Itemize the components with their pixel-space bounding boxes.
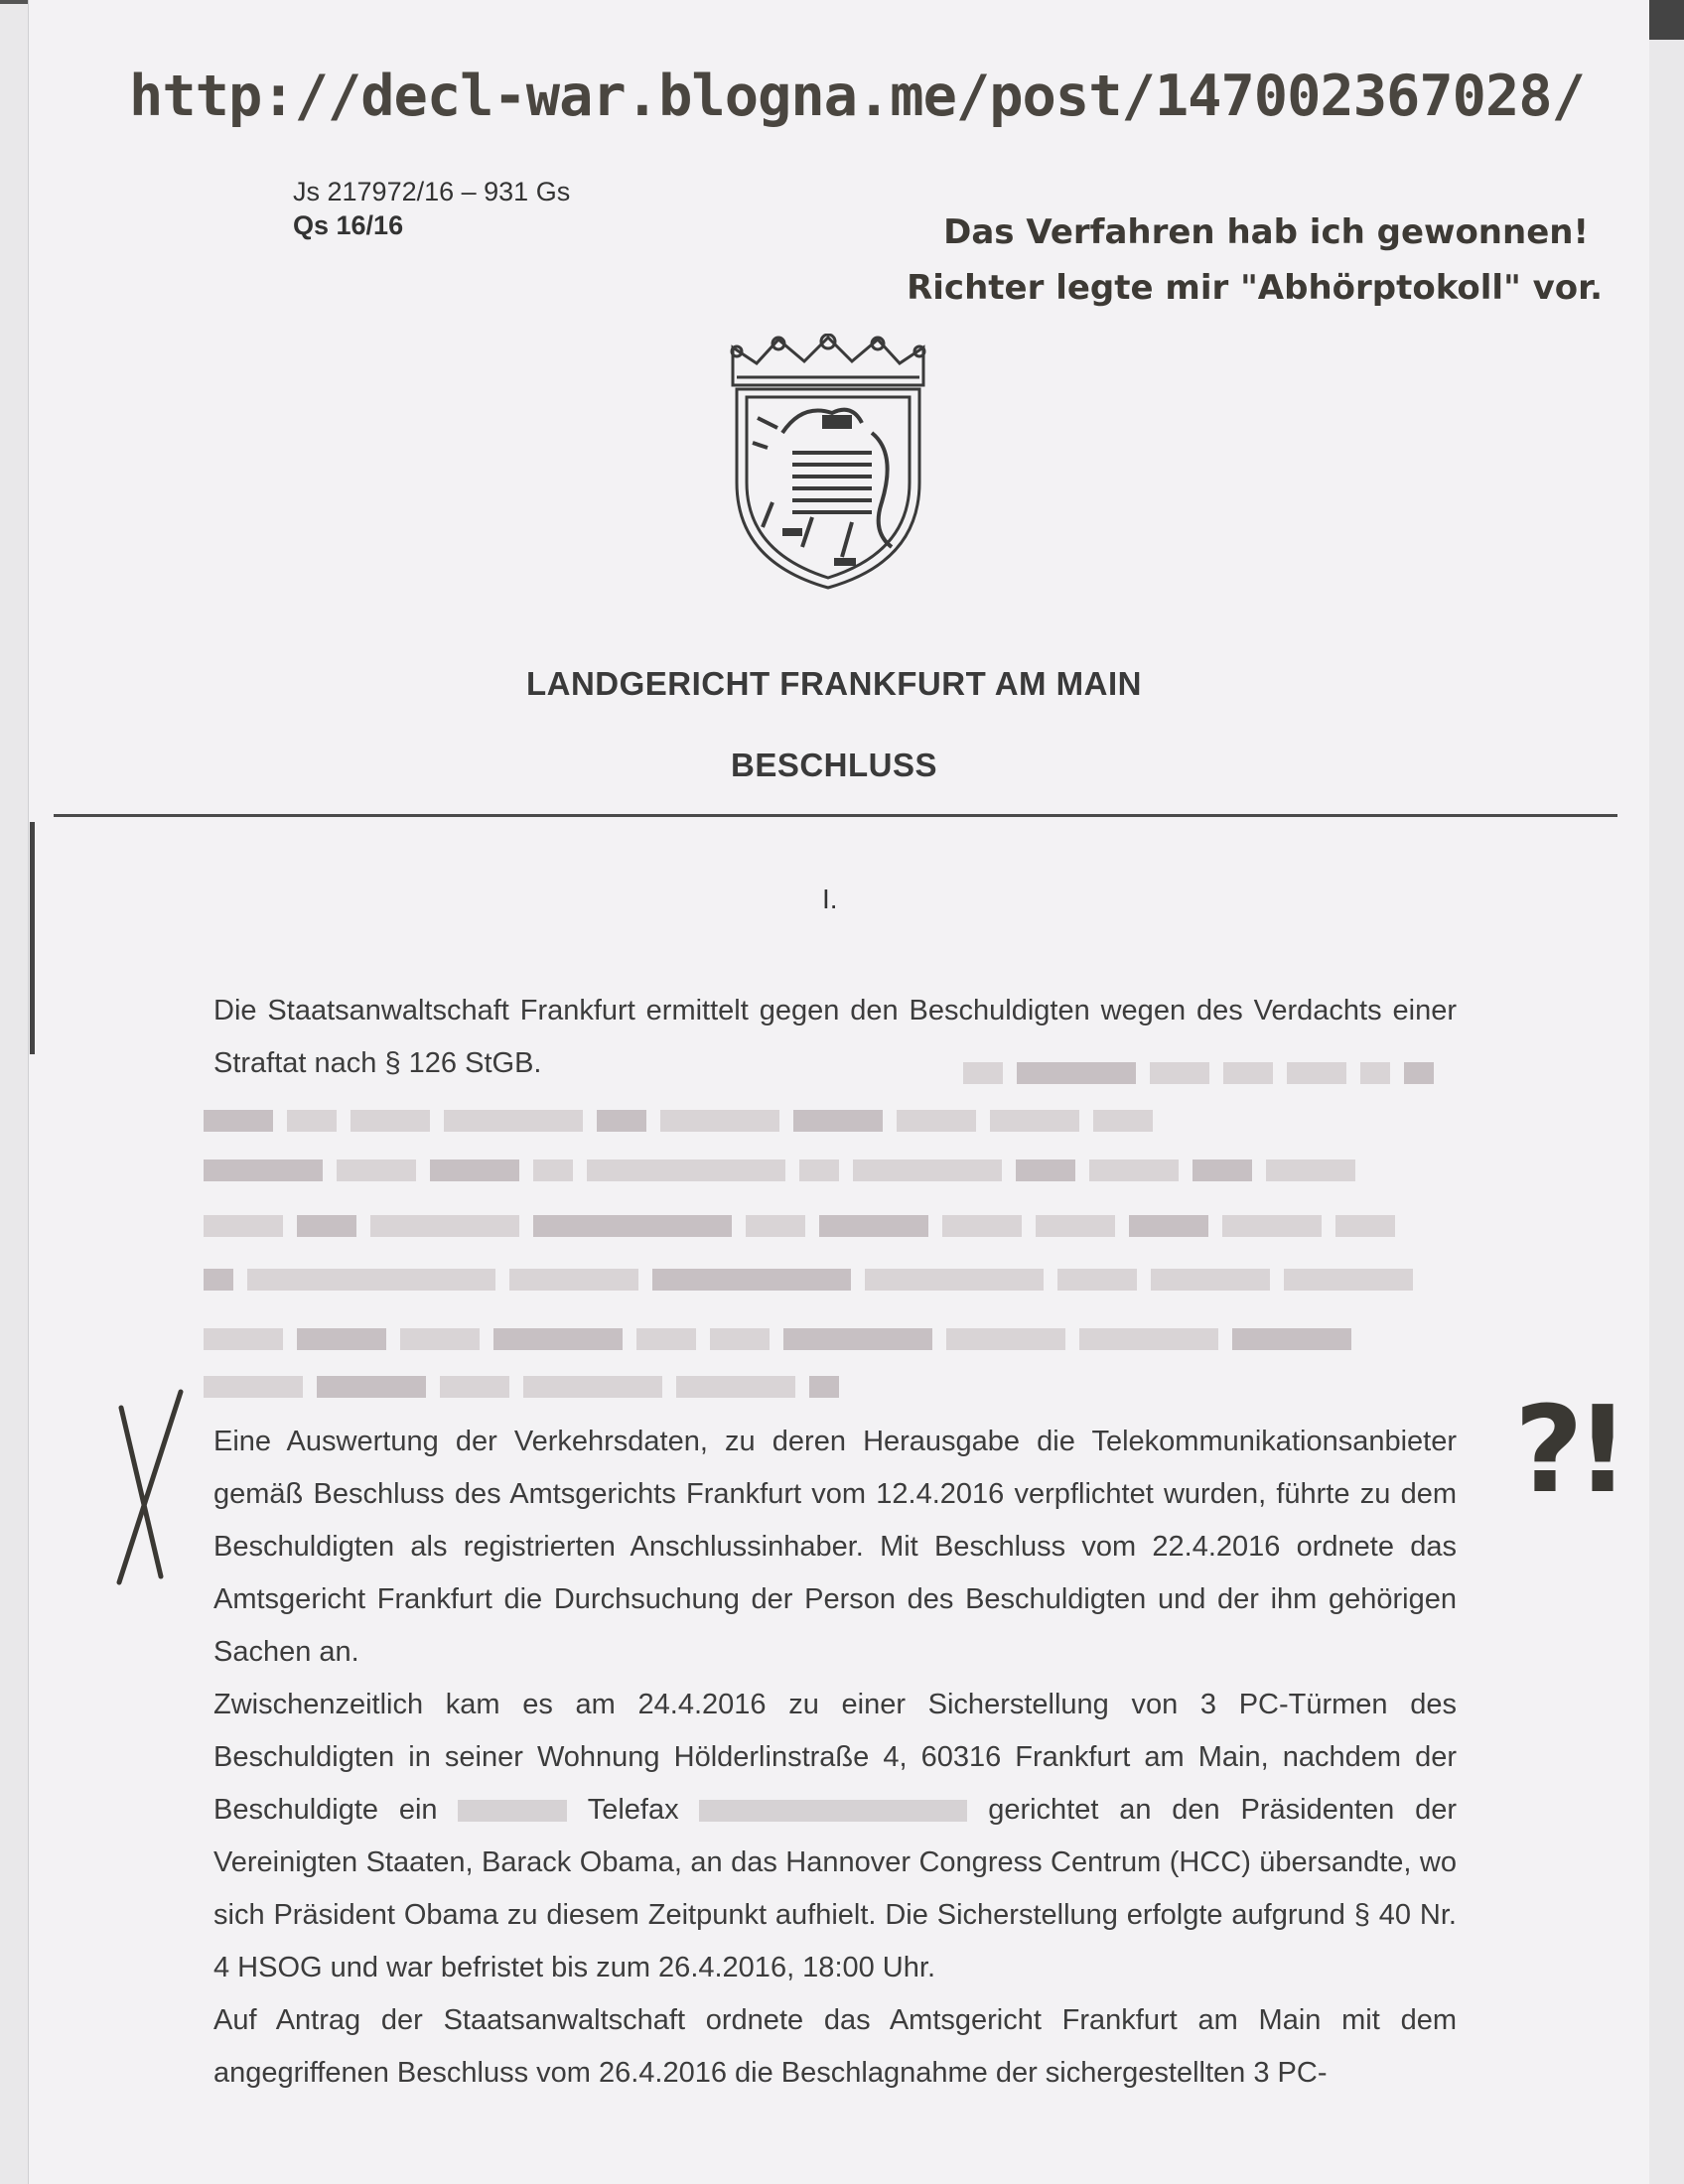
redacted-text-block <box>204 1054 1457 1402</box>
paragraph-3-text-start: Zwischenzeitlich kam es am 24.4.2016 zu einer Sicherstellung von 3 PC-Türmen des Beschuldigten in seiner Wohnung Hölderlinstraße 4, 60316 Frankfurt am Main, nachdem der Beschuldigte ein <box>213 1689 1457 1826</box>
handwritten-margin-mark: ?! <box>1514 1382 1622 1520</box>
margin-bar <box>30 822 35 1054</box>
handwritten-url: http://decl-war.blogna.me/post/147002367028/ <box>129 64 1585 129</box>
hesse-coat-of-arms-icon <box>723 334 933 592</box>
paragraph-2 <box>213 1416 1457 2100</box>
paragraph-4-text: Auf Antrag der Staatsanwaltschaft ordnete das Amtsgericht Frankfurt am Main mit dem angegriffenen Beschluss vom 26.4.2016 die Beschlagnahme der sichergestellten 3 PC- <box>213 2004 1457 2089</box>
file-reference: Js 217972/16 – 931 Gs <box>293 177 571 206</box>
scan-corner-shadow <box>1648 0 1684 40</box>
redacted-fax-details <box>699 1800 967 1822</box>
paragraph-3-text-end: gerichtet an den Präsidenten der Vereinigten Staaten, Barack Obama, an das Hannover Congress Centrum (HCC) übersandte, wo sich Präsident Obama zu diesem Zeitpunkt aufhielt. Die Sicherstellung erfolgte aufgrund § 40 Nr. 4 HSOG und war befristet bis zum 26.4.2016, 18:00 Uhr. <box>213 1794 1457 1983</box>
annotation-note-1: Das Verfahren hab ich gewonnen! <box>943 212 1589 252</box>
case-reference: Qs 16/16 <box>293 210 404 240</box>
paragraph-1: Die Staatsanwaltschaft Frankfurt ermittelt gegen den Beschuldigten wegen des Verdachts einer Straftat nach § 126 StGB. <box>213 995 1457 1079</box>
court-name: LANDGERICHT FRANKFURT AM MAIN <box>525 665 1143 702</box>
paragraph-2-text: Eine Auswertung der Verkehrsdaten, zu deren Herausgabe die Telekommunikationsanbieter gemäß Beschluss des Amtsgerichts Frankfurt vom 12.4.2016 verpflichtet wurden, führte zu dem Beschuldigten als registrierten Anschlussinhaber. Mit Beschluss vom 22.4.2016 ordnete das Amtsgericht Frankfurt die Durchsuchung der Person des Beschuldigten und der ihm gehörigen Sachen an. <box>213 1426 1457 1668</box>
section-number: I. <box>822 884 838 914</box>
header-divider <box>54 814 1617 817</box>
annotation-note-2: Richter legte mir "Abhörptokoll" vor. <box>907 268 1603 308</box>
paragraph-3-word: Telefax <box>587 1794 679 1826</box>
redacted-word <box>458 1800 567 1822</box>
handwritten-x-mark <box>111 1388 191 1586</box>
document-type: BESCHLUSS <box>730 747 938 783</box>
